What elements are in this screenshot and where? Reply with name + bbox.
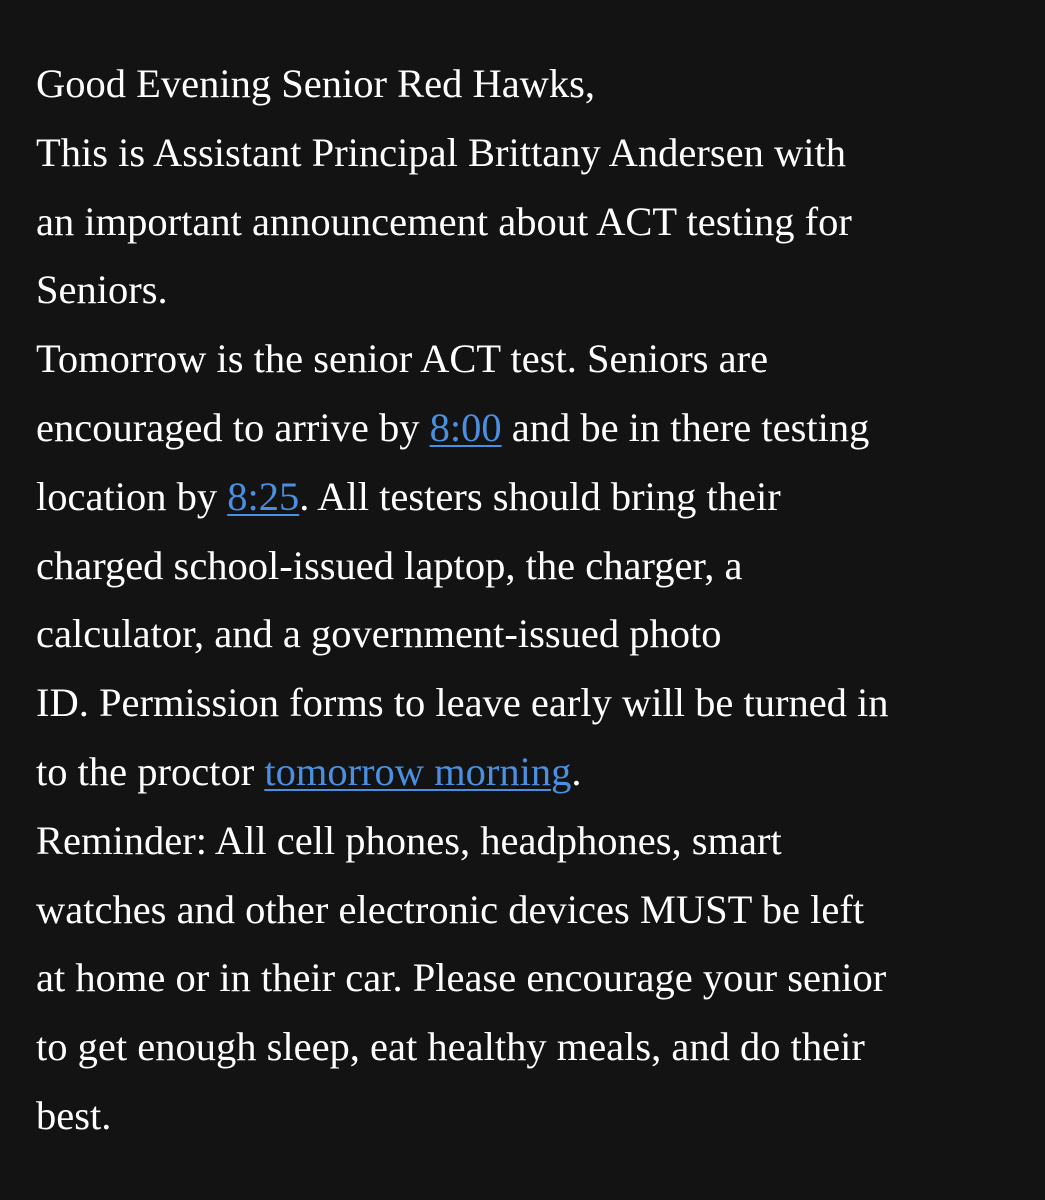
message-line xyxy=(36,738,1036,807)
line-text: . All testers should bring their xyxy=(299,473,781,519)
message-line: ID. Permission forms to leave early will be turned in xyxy=(36,680,889,726)
time-link-8-25[interactable]: 8:25 xyxy=(227,473,300,519)
message-line: watches and other electronic devices MUST be left xyxy=(36,886,865,932)
line-text: location by xyxy=(36,473,228,519)
message-line xyxy=(36,394,1036,463)
message-line: best. xyxy=(36,1092,112,1138)
date-link-tomorrow-morning[interactable]: tomorrow morning xyxy=(264,748,572,794)
message-line: This is Assistant Principal Brittany Andersen with xyxy=(36,129,846,175)
message-line: Tomorrow is the senior ACT test. Seniors are xyxy=(36,336,769,382)
line-text: to the proctor xyxy=(36,748,265,794)
message-line: at home or in their car. Please encourage your senior xyxy=(36,955,887,1001)
message-line: Reminder: All cell phones, headphones, smart xyxy=(36,817,782,863)
message-body xyxy=(36,50,1036,1151)
message-line: charged school-issued laptop, the charger, a xyxy=(36,542,743,588)
time-link-8-00[interactable]: 8:00 xyxy=(429,404,502,450)
message-line xyxy=(36,463,1036,532)
greeting-line: Good Evening Senior Red Hawks, xyxy=(36,61,596,106)
message-line: Seniors. xyxy=(36,267,168,313)
message-line: an important announcement about ACT testing for xyxy=(36,198,852,244)
line-text: encouraged to arrive by xyxy=(36,404,430,450)
line-text: . xyxy=(571,748,582,794)
line-text: and be in there testing xyxy=(501,404,870,450)
message-line: to get enough sleep, eat healthy meals, and do their xyxy=(36,1024,865,1070)
message-line: calculator, and a government-issued photo xyxy=(36,611,722,657)
